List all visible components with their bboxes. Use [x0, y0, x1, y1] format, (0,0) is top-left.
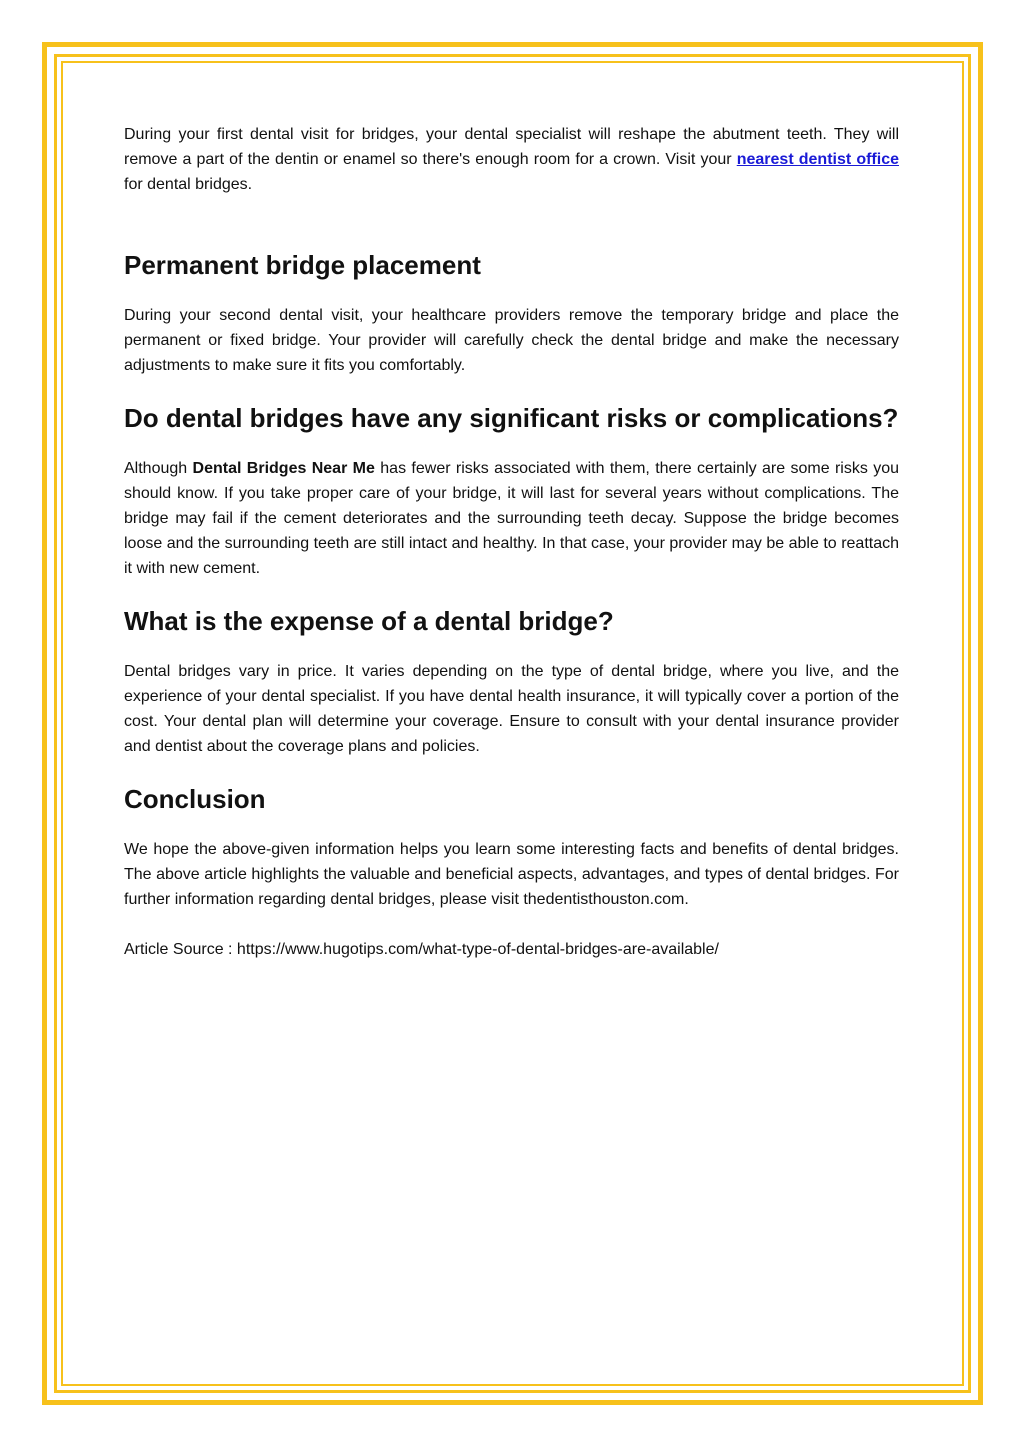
intro-text-after: for dental bridges.	[124, 176, 253, 193]
article-source: Article Source : https://www.hugotips.com/what-type-of-dental-bridges-are-available/	[124, 941, 719, 958]
conclusion-heading: Conclusion	[124, 784, 266, 814]
risks-text-after: has fewer risks associated with them, there certainly are some risks you should know. If you take proper care of your bridge, it will last for several years without complications. The bridge may fail if the cement deteriorates and the surrounding teeth decay. Suppose the bridge becomes loose and the surrounding teeth are still intact and healthy. In that case, your provider may be able to reattach it with new cement.	[124, 460, 900, 577]
intro-text-before: During your first dental visit for bridges, your dental specialist will reshape the abutment teeth. They will remove a part of the dentin or enamel so there's enough room for a crown. Visit your	[124, 126, 899, 168]
risks-heading: Do dental bridges have any significant risks or complications?	[124, 403, 899, 433]
expense-paragraph: Dental bridges vary in price. It varies depending on the type of dental bridge, where you live, and the experience of your dental specialist. If you have dental health insurance, it will typically cover a portion of the cost. Your dental plan will determine your coverage. Ensure to consult with your dental insurance provider and dentist about the coverage plans and policies.	[124, 663, 899, 755]
nearest-dentist-office-link[interactable]: nearest dentist office	[736, 151, 899, 168]
dental-bridges-near-me-bold: Dental Bridges Near Me	[192, 460, 375, 477]
document-body	[124, 122, 899, 962]
risks-text-before: Although	[124, 460, 193, 477]
placement-paragraph: During your second dental visit, your healthcare providers remove the temporary bridge and place the permanent or fixed bridge. Your provider will carefully check the dental bridge and make the necessary adjustments to make sure it fits you comfortably.	[124, 307, 899, 374]
risks-paragraph	[124, 456, 899, 581]
placement-heading: Permanent bridge placement	[124, 250, 481, 280]
intro-paragraph	[124, 122, 899, 197]
conclusion-paragraph: We hope the above-given information helps you learn some interesting facts and benefits of dental bridges. The above article highlights the valuable and beneficial aspects, advantages, and types of dental bridges. For further information regarding dental bridges, please visit thedentisthouston.com.	[124, 841, 899, 908]
expense-heading: What is the expense of a dental bridge?	[124, 606, 614, 636]
